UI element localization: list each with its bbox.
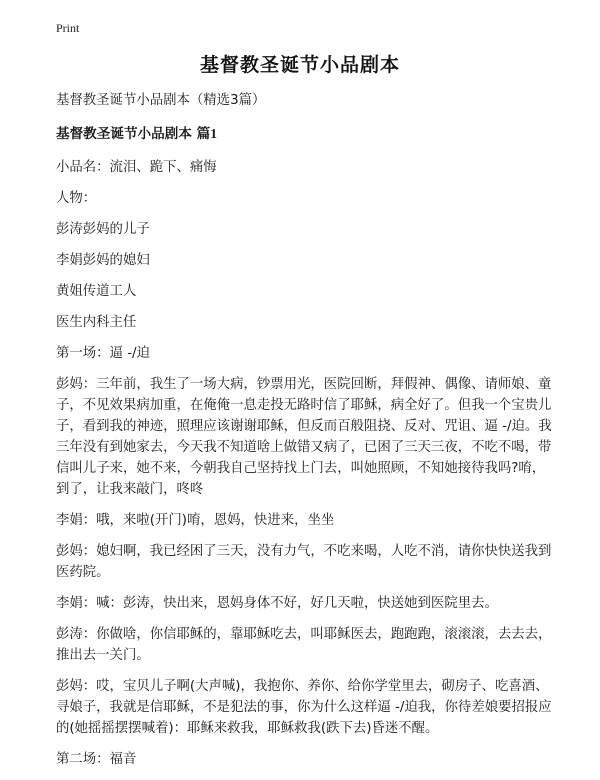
paragraph-dialogue: 彭妈：媳妇啊，我已经困了三天，没有力气，不吃来喝，人吃不消，请你快快送我到医药院。 [56, 544, 552, 580]
paragraph-dialogue: 李娟：喊：彭涛，快出来，恩妈身体不好，好几天啦，快送她到医院里去。 [56, 596, 498, 611]
paragraph-dialogue: 李娟：哦，来啦(开门)唷，恩妈，快进来，坐坐 [56, 513, 335, 528]
paragraph-dialogue: 彭涛：你做啥，你信耶稣的，靠耶稣吃去，叫耶稣医去，跑跑跑，滚滚滚，去去去，推出去一关门。 [56, 627, 552, 663]
paragraph-play-title: 小品名：流泪、跪下、痛悔 [56, 160, 217, 175]
paragraph-dialogue: 彭妈：哎，宝贝儿子啊(大声喊)，我抱你、养你、给你学堂里去，砌房子、吃喜酒、寻娘子，我就是信耶稣，不是犯法的事，你为什么这样逼 -/迫我，你待差娘要招报应的(她摇摇摆摆喊着)：耶稣来救我，耶稣救我(跌下去)昏迷不醒。 [56, 679, 552, 736]
paragraph-characters-label: 人物： [56, 191, 97, 206]
document-body [56, 90, 552, 780]
paragraph-character-doctor: 医生内科主任 [56, 315, 137, 330]
paragraph-scene-two: 第二场：福音 [56, 752, 137, 767]
section-heading-text: 基督教圣诞节小品剧本 [56, 126, 197, 142]
document-subtitle: 基督教圣诞节小品剧本（精选3篇） [56, 93, 266, 108]
paragraph-scene-one: 第一场：逼 -/迫 [56, 346, 150, 361]
paragraph-dialogue: 彭妈：三年前，我生了一场大病，钞票用光，医院回断，拜假神、偶像、请师娘、童子，不见效果病加重，在俺俺一息走投无路时信了耶稣，病全好了。但我一个宝贵儿子，看到我的神迹，照理应该谢谢耶稣，但反而百般阻挠、反对、咒诅、逼 -/迫。我三年没有到她家去，今天我不知道啥上做错又病了，已困了三天三夜，不吃不喝，带信叫儿子来，她不来，今朝我自己坚持找上门去，叫她照顾，不知她接待我吗?唷，到了，让我来敲门，咚咚 [56, 377, 552, 497]
paragraph-character-huangjie: 黄姐传道工人 [56, 284, 137, 299]
paragraph-character-lijuan: 李娟彭妈的媳妇 [56, 253, 150, 268]
document-title: 基督教圣诞节小品剧本 [199, 54, 400, 76]
paragraph-character-pengtao: 彭涛彭妈的儿子 [56, 222, 150, 237]
section-heading [56, 123, 552, 145]
section-heading-number: 篇1 [196, 126, 218, 141]
print-label[interactable]: Print [56, 21, 80, 35]
